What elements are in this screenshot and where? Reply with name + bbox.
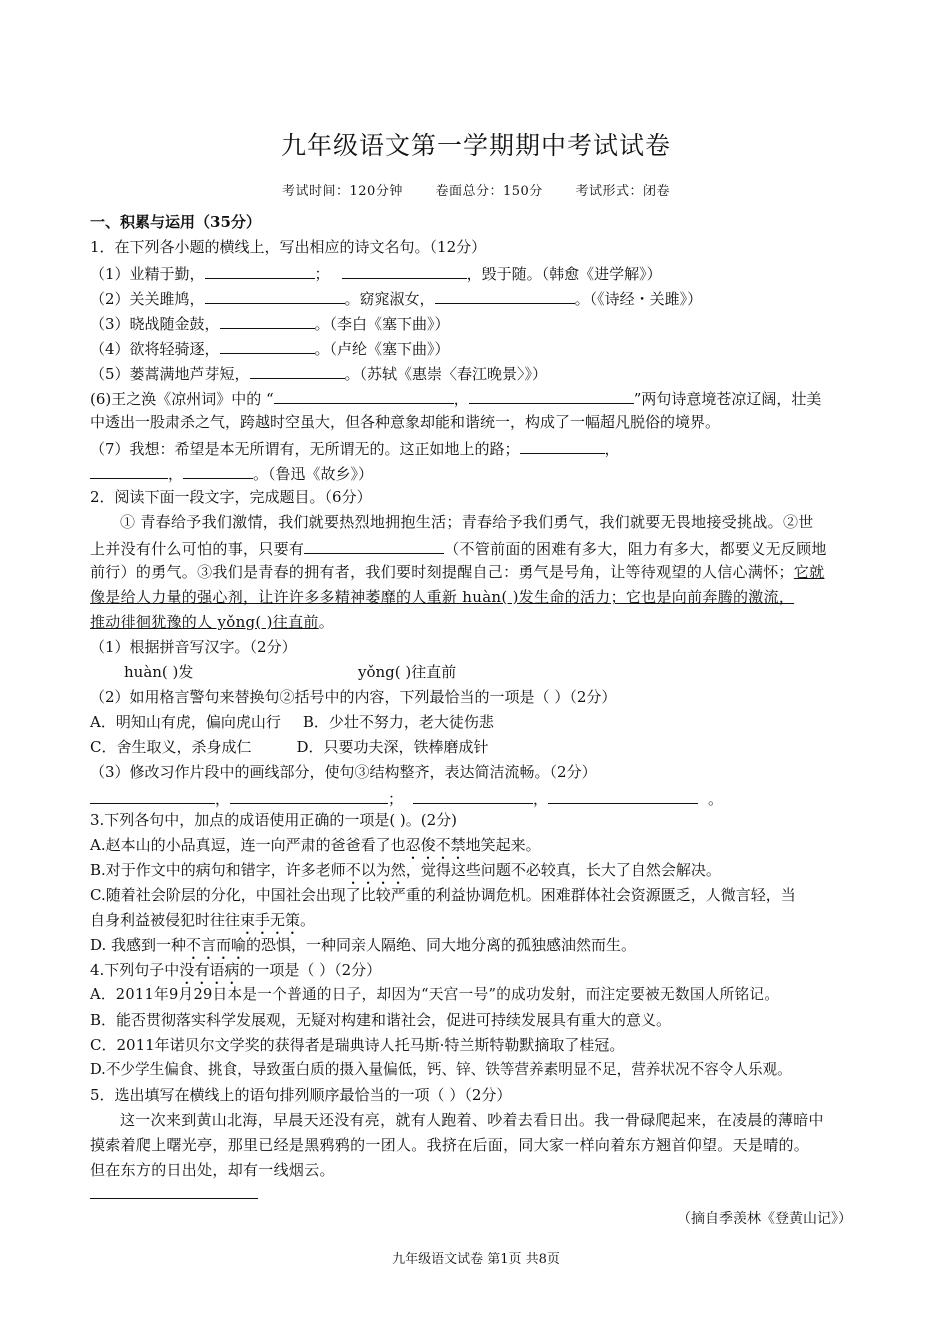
page-footer: 九年级语文试卷 第1页 共8页: [392, 1252, 560, 1267]
option-b[interactable]: B．少壮不努力，老大徒伤悲: [302, 713, 494, 731]
answer-blank[interactable]: [342, 262, 467, 279]
q3-option-b[interactable]: B.对于作文中的病句和错字，许多老师不以为然，觉得这些问题不必较真，长大了自然会解决。: [90, 861, 721, 879]
answer-blank[interactable]: [520, 437, 605, 454]
q2-passage-line: 前行）的勇气。③我们是青春的拥有者，我们要时刻提醒自己：勇气是号角，让等待观望的人信心满怀；它就: [90, 563, 825, 581]
passage-source: （摘自季羡林《登黄山记》）: [677, 1211, 852, 1227]
answer-blank[interactable]: [90, 787, 215, 804]
q2-stem: 2．阅读下面一段文字，完成题目。（6分）: [90, 488, 372, 506]
q2-sub2: （2）如用格言警句来替换句②括号中的内容，下列最恰当的一项是（ ）（2分）: [90, 688, 617, 706]
answer-blank[interactable]: [220, 312, 315, 329]
option-c[interactable]: C．舍生取义，杀身成仁: [90, 738, 252, 756]
q4-option-b[interactable]: B．能否贯彻落实科学发展观，无疑对构建和谐社会，促进可持续发展具有重大的意义。: [90, 1011, 672, 1029]
answer-blank[interactable]: [230, 787, 388, 804]
q5-stem: 5．选出填写在横线上的语句排列顺序最恰当的一项（ ）（2分）: [90, 1086, 512, 1104]
answer-blank[interactable]: [205, 287, 345, 304]
exam-meta: [90, 180, 862, 199]
answer-line[interactable]: [90, 1198, 258, 1199]
q1-stem: 1．在下列各小题的横线上，写出相应的诗文名句。（12分）: [90, 238, 487, 256]
q3-option-c-cont: 自身利益被侵犯时往往束手无策。: [90, 911, 316, 929]
answer-blank[interactable]: [304, 537, 444, 554]
q1-item5: （5）蒌蒿满地芦芽短， 。（苏轼《惠崇〈春江晚景〉》）: [90, 362, 547, 384]
pinyin-huan: huàn( )发: [124, 663, 194, 681]
answer-blank[interactable]: [435, 287, 575, 304]
q2-passage-line: 推动徘徊犹豫的人 yǒng( )往直前。: [90, 613, 335, 631]
answer-blank[interactable]: [183, 462, 253, 479]
exam-time: 考试时间：120分钟: [282, 184, 403, 199]
q1-item7: （7）我想：希望是本无所谓有，无所谓无的。这正如地上的路； ，: [90, 437, 620, 459]
q3-option-c[interactable]: C.随着社会阶层的分化，中国社会出现了比较严重的利益协调危机。困难群体社会资源匮乏，人微言轻，当: [90, 886, 796, 904]
q5-passage-line: 这一次来到黄山北海，早晨天还没有亮，就有人跑着、吵着去看日出。我一骨碌爬起来，在凌晨的薄暗中: [120, 1111, 824, 1129]
q2-sub3-blanks: ， ； ， 。: [90, 787, 723, 809]
q1-item2: （2）关关雎鸠， 。窈窕淑女， 。（《诗经・关雎》）: [90, 287, 702, 309]
q3-option-d[interactable]: D. 我感到一种不言而喻的恐惧，一种同亲人隔绝、同大地分离的孤独感油然而生。: [90, 936, 637, 954]
q3-stem: 3.下列各句中，加点的成语使用正确的一项是( )。(2分): [90, 811, 458, 829]
answer-blank[interactable]: [90, 462, 168, 479]
q2-sub1: （1）根据拼音写汉字。（2分）: [90, 638, 297, 656]
answer-blank[interactable]: [250, 362, 345, 379]
exam-score: 卷面总分：150分: [435, 184, 543, 199]
q3-option-a[interactable]: A.赵本山的小品真逗，连一向严肃的爸爸看了也忍俊不禁地笑起来。: [90, 836, 541, 854]
q2-passage-line: 上并没有什么可怕的事，只要有 （不管前面的困难有多大，阻力有多大，都要义无反顾地: [90, 537, 827, 559]
q4-option-a[interactable]: A．2011年9月29日本是一个普通的日子，却因为“天宫一号”的成功发射，而注定要被无数国人所铭记。: [90, 986, 780, 1003]
q1-item7-cont: ， 。（鲁迅《故乡》）: [90, 462, 373, 484]
q4-stem: 4.下列句子中没有语病的一项是（ ）（2分）: [90, 961, 382, 979]
q4-option-c[interactable]: C．2011年诺贝尔文学奖的获得者是瑞典诗人托马斯·特兰斯特勒默摘取了桂冠。: [90, 1036, 625, 1054]
answer-blank[interactable]: [469, 387, 634, 404]
q1-item3: （3）晓战随金鼓， 。（李白《塞下曲》）: [90, 312, 450, 334]
q5-passage-line: 摸索着爬上曙光亭，那里已经是黑鸦鸦的一团人。我挤在后面，同大家一样向着东方翘首仰望。天是晴的。: [90, 1136, 810, 1154]
option-a[interactable]: A．明知山有虎，偏向虎山行: [90, 713, 281, 731]
q2-sub3: （3）修改习作片段中的画线部分，使句③结构整齐，表达简洁流畅。（2分）: [90, 763, 597, 781]
q1-item4: （4）欲将轻骑逐， 。（卢纶《塞下曲》）: [90, 337, 450, 359]
answer-blank[interactable]: [413, 787, 533, 804]
q2-passage-line: ① 青春给予我们激情，我们就要热烈地拥抱生活；青春给予我们勇气，我们就要无畏地接受挑战。②世: [120, 513, 814, 531]
q2-passage-underlined: 像是给人力量的强心剂，让许许多多精神萎靡的人重新 huàn( )发生命的活力；它也是向前奔腾的激流，: [90, 588, 795, 606]
option-d[interactable]: D．只要功夫深，铁棒磨成针: [296, 738, 489, 756]
answer-blank[interactable]: [205, 262, 315, 279]
answer-blank[interactable]: [220, 337, 315, 354]
q1-item6-cont: 中透出一股肃杀之气，跨越时空虽大，但各种意象却能和谐统一，构成了一幅超凡脱俗的境界。: [90, 413, 721, 431]
section-heading: 一、积累与运用（35分）: [90, 213, 261, 231]
q2-options-cd: [90, 737, 489, 757]
pinyin-yong: yǒng( )往直前: [358, 663, 457, 681]
q2-options-ab: [90, 712, 494, 732]
q1-item6: (6)王之涣《凉州词》中的 “ ， ”两句诗意境苍凉辽阔，壮美: [90, 387, 821, 409]
q4-option-d[interactable]: D.不少学生偏食、挑食，导致蛋白质的摄入量偏低，钙、锌、铁等营养素明显不足，营养状况不容令人乐观。: [90, 1061, 792, 1078]
answer-blank[interactable]: [548, 787, 698, 804]
q5-passage-line: 但在东方的日出处，却有一线烟云。: [90, 1161, 335, 1179]
exam-form: 考试形式：闭卷: [575, 184, 670, 199]
page-title: 九年级语文第一学期期中考试试卷: [280, 131, 671, 160]
answer-blank[interactable]: [274, 387, 454, 404]
q1-item1: （1）业精于勤， ； ，毁于随。（韩愈《进学解》）: [90, 262, 662, 284]
